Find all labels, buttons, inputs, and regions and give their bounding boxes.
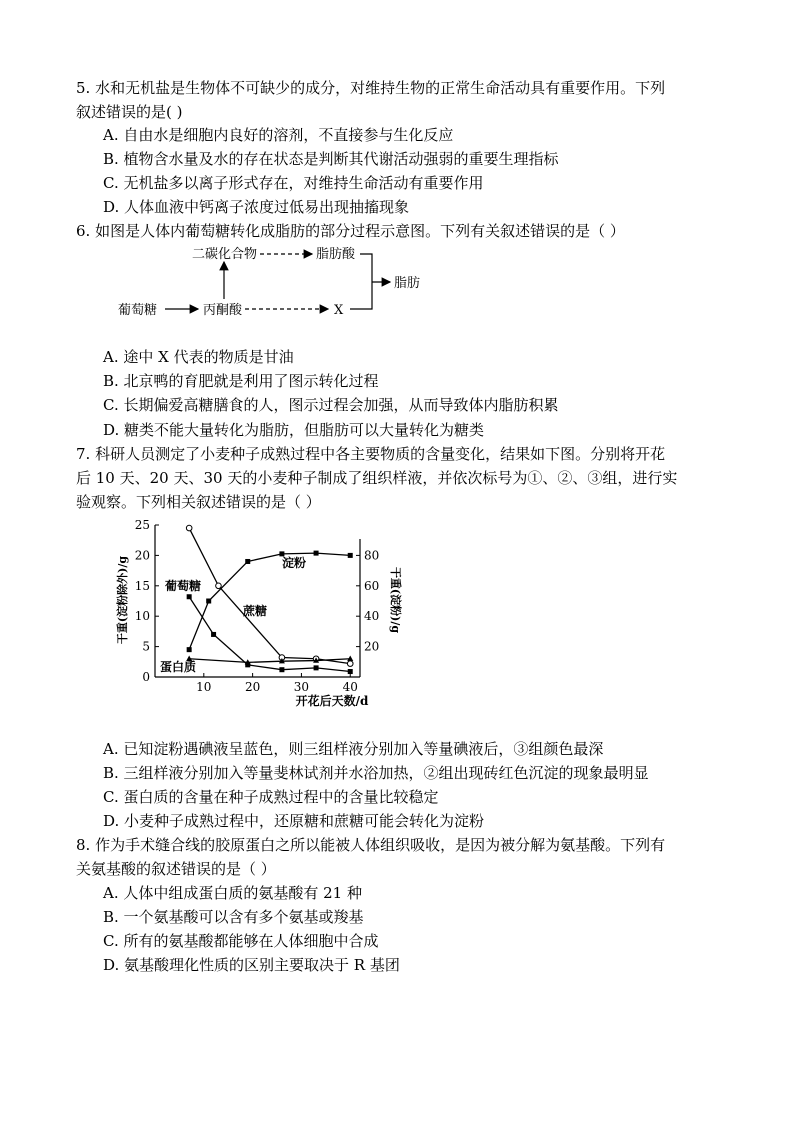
q7-option-c: C. 蛋白质的含量在种子成熟过程中的含量比较稳定 (103, 788, 439, 806)
chart-point (348, 669, 353, 674)
q7-option-b: B. 三组样液分别加入等量斐林试剂并水浴加热，②组出现砖红色沉淀的现象最明显 (103, 764, 649, 782)
chart-point (211, 632, 216, 637)
chart-right-tick-label: 20 (364, 639, 380, 654)
chart-series-line (189, 659, 350, 663)
chart-x-tick-label: 30 (293, 680, 310, 694)
label-sucrose: 蔗糖 (243, 604, 268, 618)
chart-ylabel-left: 干重(淀粉除外)/g (116, 555, 129, 645)
chart-point (187, 647, 192, 652)
q8-option-d: D. 氨基酸理化性质的区别主要取决于 R 基团 (103, 956, 400, 974)
q8-option-a: A. 人体中组成蛋白质的氨基酸有 21 种 (103, 884, 362, 902)
chart-left-tick-label: 15 (134, 578, 150, 593)
q8-stem-line1: 8. 作为手术缝合线的胶原蛋白之所以能被人体组织吸收，是因为被分解为氨基酸。下列有 (76, 836, 666, 854)
chart-right-tick-label: 60 (364, 578, 380, 593)
chart-left-tick-label: 5 (142, 639, 150, 654)
chart-x-tick-label: 40 (342, 680, 358, 694)
q7-stem-line3: 验观察。下列相关叙述错误的是（ ） (76, 493, 321, 511)
q7-stem-line2: 后 10 天、20 天、30 天的小麦种子制成了组织样液，并依次标号为①、②、③组，进行实 (76, 469, 678, 487)
chart-point (314, 551, 319, 556)
diagram-glucose: 葡萄糖 (118, 303, 158, 318)
q6-option-b: B. 北京鸭的育肥就是利用了图示转化过程 (103, 372, 379, 390)
q5-option-b: B. 植物含水量及水的存在状态是判断其代谢活动强弱的重要生理指标 (103, 150, 559, 168)
q6-option-a: A. 途中 X 代表的物质是甘油 (103, 348, 294, 366)
chart-right-tick-label: 80 (364, 548, 380, 563)
chart-xlabel: 开花后天数/d (295, 694, 369, 708)
bracket (350, 254, 372, 309)
chart-ylabel-right: 干重(淀粉)/g (389, 566, 402, 634)
q5-stem-line2: 叙述错误的是( ) (76, 103, 183, 121)
q7-option-d: D. 小麦种子成熟过程中，还原糖和蔗糖可能会转化为淀粉 (103, 812, 485, 830)
diagram-fatty-acid: 脂肪酸 (316, 247, 356, 262)
chart-point (348, 553, 353, 558)
chart-point (186, 525, 192, 531)
chart-x-tick-label: 10 (196, 680, 212, 694)
q5-option-a: A. 自由水是细胞内良好的溶剂，不直接参与生化反应 (103, 126, 454, 144)
diagram-two-carbon: 二碳化合物 (192, 247, 258, 262)
q8-option-b: B. 一个氨基酸可以含有多个氨基或羧基 (103, 908, 364, 926)
chart-point (314, 665, 319, 670)
chart-right-tick-label: 40 (364, 609, 380, 624)
diagram-fat: 脂肪 (394, 276, 421, 291)
q6-stem-line1: 6. 如图是人体内葡萄糖转化成脂肪的部分过程示意图。下列有关叙述错误的是（ ） (76, 222, 625, 240)
chart-point (187, 594, 192, 599)
q6-option-d: D. 糖类不能大量转化为脂肪，但脂肪可以大量转化为糖类 (103, 421, 485, 439)
chart-point (216, 583, 222, 589)
label-glucose: 葡萄糖 (165, 579, 202, 593)
label-protein: 蛋白质 (160, 660, 197, 674)
q5-option-c: C. 无机盐多以离子形式存在，对维持生命活动有重要作用 (103, 174, 484, 192)
q7-option-a: A. 已知淀粉遇碘液呈蓝色，则三组样液分别加入等量碘液后，③组颜色最深 (103, 740, 604, 758)
q6-option-c: C. 长期偏爱高糖膳食的人，图示过程会加强，从而导致体内脂肪积累 (103, 396, 559, 414)
diagram-x: X (334, 303, 344, 318)
chart-left-tick-label: 0 (142, 670, 150, 684)
chart-point (245, 559, 250, 564)
chart-left-tick-label: 20 (134, 548, 150, 563)
q5-stem-line1: 5. 水和无机盐是生物体不可缺少的成分，对维持生物的正常生命活动具有重要作用。下列 (76, 79, 666, 97)
chart-point (347, 661, 353, 667)
chart-left-tick-label: 25 (134, 518, 150, 532)
q5-option-d: D. 人体血液中钙离子浓度过低易出现抽搐现象 (103, 198, 410, 216)
q8-stem-line2: 关氨基酸的叙述错误的是（ ） (76, 860, 276, 878)
chart-point (206, 599, 211, 604)
chart-left-tick-label: 10 (134, 609, 150, 624)
q6-diagram (110, 244, 430, 324)
chart-point (279, 667, 284, 672)
q8-option-c: C. 所有的氨基酸都能够在人体细胞中合成 (103, 932, 379, 950)
q7-chart (110, 515, 410, 715)
chart-x-tick-label: 20 (244, 680, 261, 694)
label-starch: 淀粉 (282, 556, 307, 570)
q7-stem-line1: 7. 科研人员测定了小麦种子成熟过程中各主要物质的含量变化，结果如下图。分别将开花 (76, 445, 666, 463)
diagram-pyruvate: 丙酮酸 (203, 303, 243, 318)
